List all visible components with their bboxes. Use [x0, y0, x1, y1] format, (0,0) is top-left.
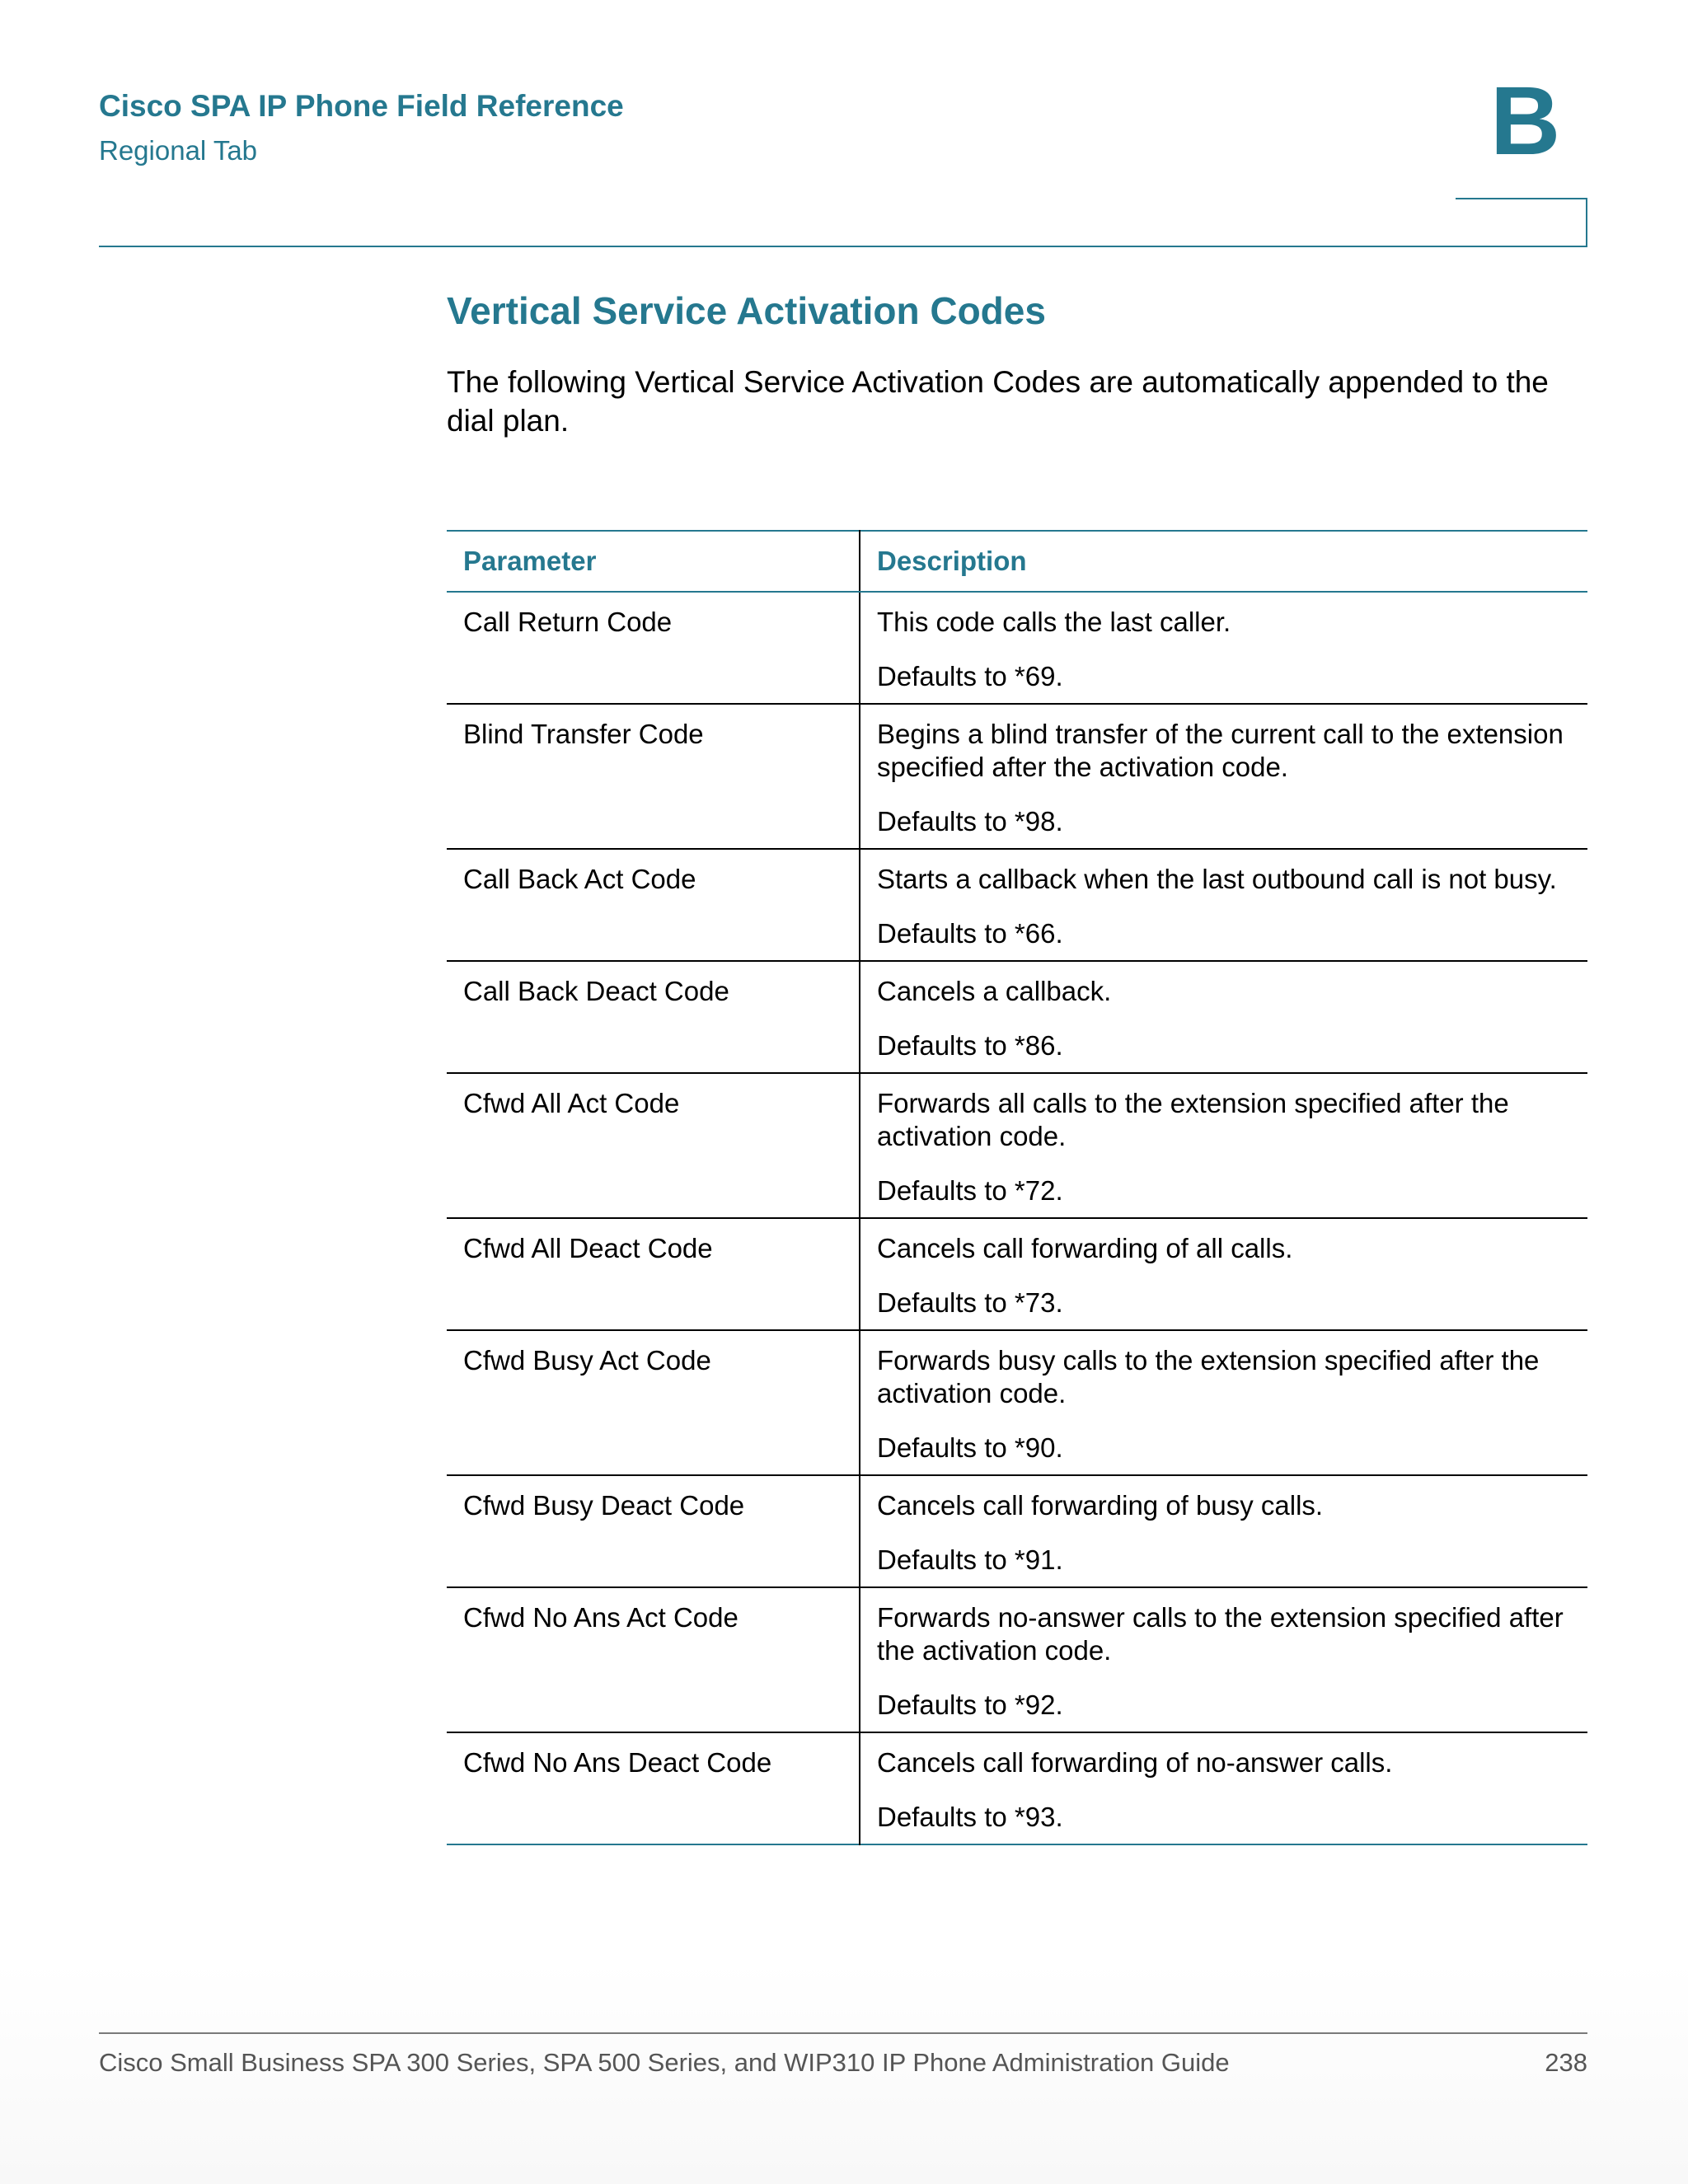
table-row — [447, 961, 1587, 1073]
header-title: Cisco SPA IP Phone Field Reference — [99, 89, 624, 123]
table-row — [447, 1073, 1587, 1218]
description-cell — [860, 1073, 1587, 1218]
default-value: Defaults to *72. — [877, 1175, 1063, 1206]
header-divider — [99, 246, 1587, 247]
description-text: Forwards all calls to the extension specified after the activation code. — [877, 1088, 1509, 1151]
column-header-parameter: Parameter — [447, 531, 860, 592]
table-row — [447, 1587, 1587, 1732]
parameter-cell: Cfwd All Act Code — [447, 1073, 860, 1218]
description-text: Starts a callback when the last outbound call is not busy. — [877, 864, 1557, 894]
description-cell — [860, 1475, 1587, 1587]
section-title: Vertical Service Activation Codes — [447, 289, 1046, 332]
footer-guide-title: Cisco Small Business SPA 300 Series, SPA 500 Series, and WIP310 IP Phone Administration Guide — [99, 2048, 1230, 2077]
table-row — [447, 1330, 1587, 1475]
description-cell — [860, 1587, 1587, 1732]
table-row — [447, 1218, 1587, 1330]
description-cell — [860, 849, 1587, 961]
description-cell — [860, 1330, 1587, 1475]
description-text: Forwards no-answer calls to the extension specified after the activation code. — [877, 1602, 1564, 1666]
description-cell — [860, 1218, 1587, 1330]
description-text: This code calls the last caller. — [877, 607, 1231, 637]
default-value: Defaults to *66. — [877, 918, 1063, 949]
intro-paragraph: The following Vertical Service Activation Codes are automatically appended to the dial plan. — [447, 365, 1549, 438]
description-cell — [860, 1732, 1587, 1844]
default-value: Defaults to *73. — [877, 1287, 1063, 1318]
description-text: Begins a blind transfer of the current call to the extension specified after the activation code. — [877, 719, 1564, 782]
parameter-cell: Cfwd No Ans Deact Code — [447, 1732, 860, 1844]
parameter-cell: Call Back Act Code — [447, 849, 860, 961]
default-value: Defaults to *98. — [877, 806, 1063, 837]
parameter-cell: Call Return Code — [447, 592, 860, 704]
table-header-row — [447, 531, 1587, 592]
description-text: Cancels call forwarding of all calls. — [877, 1233, 1293, 1263]
footer-divider — [99, 2032, 1587, 2034]
default-value: Defaults to *91. — [877, 1544, 1063, 1575]
default-value: Defaults to *93. — [877, 1802, 1063, 1832]
parameter-cell: Cfwd All Deact Code — [447, 1218, 860, 1330]
parameter-cell: Cfwd Busy Act Code — [447, 1330, 860, 1475]
table-row — [447, 592, 1587, 704]
description-cell — [860, 704, 1587, 849]
header-subtitle: Regional Tab — [99, 135, 258, 166]
default-value: Defaults to *86. — [877, 1030, 1063, 1061]
description-text: Cancels call forwarding of no-answer calls. — [877, 1747, 1393, 1778]
parameter-cell: Cfwd Busy Deact Code — [447, 1475, 860, 1587]
description-text: Cancels a callback. — [877, 976, 1112, 1006]
table-row — [447, 1732, 1587, 1844]
column-header-description: Description — [860, 531, 1587, 592]
description-text: Cancels call forwarding of busy calls. — [877, 1490, 1324, 1521]
default-value: Defaults to *92. — [877, 1690, 1063, 1720]
parameter-cell: Blind Transfer Code — [447, 704, 860, 849]
chapter-tab-frame — [1456, 198, 1587, 246]
default-value: Defaults to *90. — [877, 1432, 1063, 1463]
chapter-letter: B — [1490, 67, 1561, 176]
parameter-table — [447, 530, 1587, 1845]
description-cell — [860, 961, 1587, 1073]
page-number: 238 — [1545, 2048, 1587, 2077]
parameter-cell: Call Back Deact Code — [447, 961, 860, 1073]
parameter-cell: Cfwd No Ans Act Code — [447, 1587, 860, 1732]
default-value: Defaults to *69. — [877, 661, 1063, 691]
description-cell — [860, 592, 1587, 704]
table-row — [447, 1475, 1587, 1587]
table-row — [447, 704, 1587, 849]
description-text: Forwards busy calls to the extension specified after the activation code. — [877, 1345, 1540, 1408]
table-row — [447, 849, 1587, 961]
